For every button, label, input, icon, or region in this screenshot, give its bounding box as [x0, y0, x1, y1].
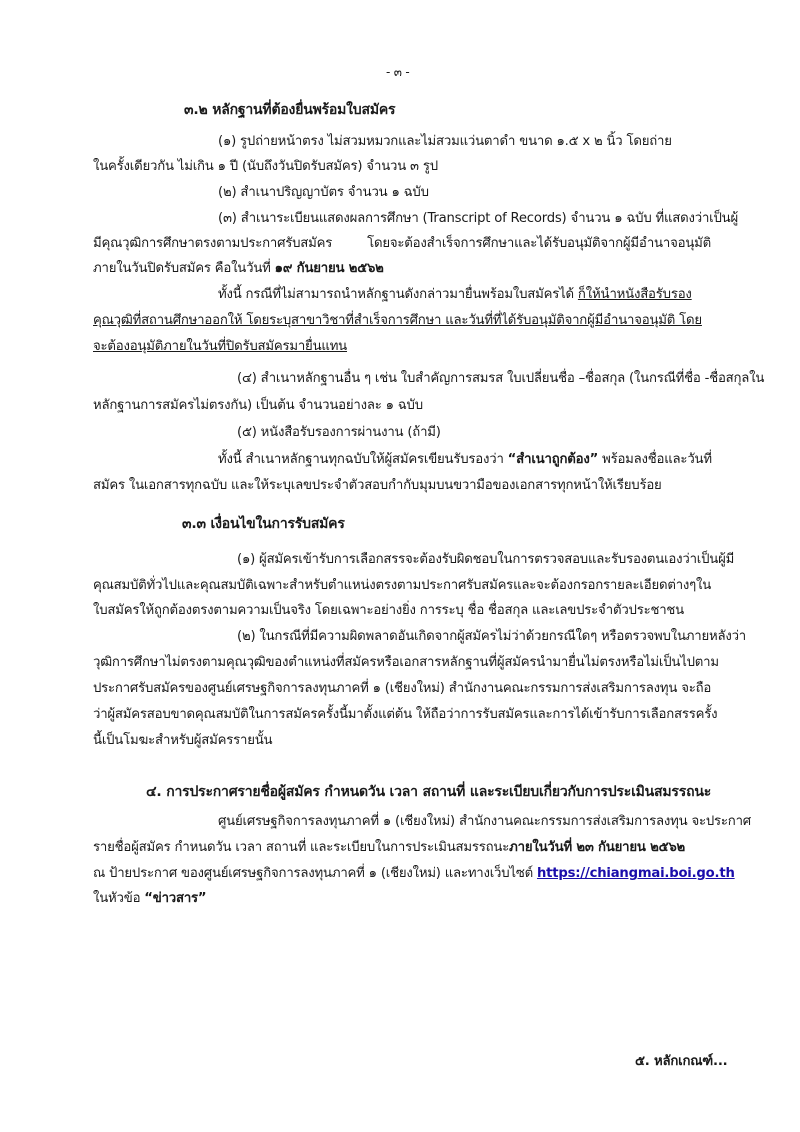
s33-item2-line2a: วุฒิการศึกษาไม่ตรงตามคุณวุฒิของตำแหน่งที่สมัคร [93, 655, 377, 670]
section-4-heading: ๔. การประกาศรายชื่อผู้สมัคร กำหนดวัน เวลา สถานที่ และระเบียบเกี่ยวกับการประเมินสมรรถนะ [146, 784, 712, 800]
s32-item3-line1: (๓) สำเนาระเบียนแสดงผลการศึกษา (Transcript of Records) จำนวน ๑ ฉบับ ที่แสดงว่าเป็นผู้ [218, 211, 738, 226]
s32-note-line1 [218, 285, 692, 305]
s4-line2 [93, 838, 685, 858]
s32-item4-line2: หลักฐานการสมัครไม่ตรงกัน) เป็นต้น จำนวนอย่างละ ๑ ฉบับ [93, 398, 423, 413]
s4-line4 [93, 889, 206, 909]
section-3-2-heading: ๓.๒ หลักฐานที่ต้องยื่นพร้อมใบสมัคร [184, 102, 396, 118]
s32-note-line2: คุณวุฒิที่สถานศึกษาออกให้ โดยระบุสาขาวิชาที่สำเร็จการศึกษา และวันที่ที่ได้รับอนุมัติจากผู้มีอำนาจอนุมัติ โดย [93, 313, 702, 328]
s32-item3-line2 [93, 234, 711, 254]
section-3-3-heading: ๓.๓ เงื่อนไขในการรับสมัคร [182, 516, 345, 532]
s32-cert-line1 [218, 450, 712, 470]
s32-item5: (๕) หนังสือรับรองการผ่านงาน (ถ้ามี) [237, 425, 441, 440]
s32-item3-line3 [93, 259, 384, 279]
s4-line3-prefix: ณ ป้ายประกาศ ของศูนย์เศรษฐกิจการลงทุนภาคที่ ๑ (เชียงใหม่) และทางเว็บไซต์ [93, 866, 537, 881]
s32-item4-line1: (๔) สำเนาหลักฐานอื่น ๆ เช่น ใบสำคัญการสมรส ใบเปลี่ยนชื่อ –ชื่อสกุล (ในกรณีที่ชื่อ -ชื่อสกุลใน [237, 371, 765, 386]
s32-cert-bold: “สำเนาถูกต้อง” [507, 452, 599, 467]
s32-cert-suffix: พร้อมลงชื่อและวันที่ [598, 452, 712, 467]
s32-deadline-label: ภายในวันปิดรับสมัคร คือในวันที่ [93, 261, 275, 276]
s4-line4-prefix: ในหัวข้อ [93, 891, 145, 906]
next-page-hint: ๕. หลักเกณฑ์... [635, 1054, 728, 1069]
s4-announcement-date: ภายในวันที่ ๒๓ กันยายน ๒๕๖๒ [509, 840, 686, 855]
s33-item1-line1: (๑) ผู้สมัครเข้ารับการเลือกสรรจะต้องรับผิดชอบในการตรวจสอบและรับรองตนเองว่าเป็นผู้มี [237, 552, 735, 567]
s33-item2-line3: ประกาศรับสมัครของศูนย์เศรษฐกิจการลงทุนภาคที่ ๑ (เชียงใหม่) สำนักงานคณะกรรมการส่งเสริมการลงทุน จะถือ [93, 681, 712, 696]
s32-cert-prefix: ทั้งนี้ สำเนาหลักฐานทุกฉบับให้ผู้สมัครเขียนรับรองว่า [218, 452, 508, 467]
s32-note-line3: จะต้องอนุมัติภายในวันที่ปิดรับสมัครมายื่นแทน [93, 339, 348, 354]
website-link[interactable]: https://chiangmai.boi.go.th [536, 866, 735, 881]
s32-item1-line2: ในครั้งเดียวกัน ไม่เกิน ๑ ปี (นับถึงวันปิดรับสมัคร) จำนวน ๓ รูป [93, 159, 438, 174]
s33-item1-line2a: คุณสมบัติทั่วไปและคุณสมบัติเฉพาะสำหรับตำแหน่งตรงตามประกาศรับสมัคร [93, 578, 514, 593]
s4-line1: ศูนย์เศรษฐกิจการลงทุนภาคที่ ๑ (เชียงใหม่) สำนักงานคณะกรรมการส่งเสริมการลงทุน จะประกาศ [218, 814, 751, 829]
s33-item1-line2c: ใน [696, 578, 712, 593]
s32-deadline-date: ๑๙ กันยายน ๒๕๖๒ [274, 261, 384, 276]
s33-item1-line2 [93, 576, 711, 596]
s32-cert-line2: สมัคร ในเอกสารทุกฉบับ และให้ระบุเลขประจำตัวสอบกำกับมุมบนขวามือของเอกสารทุกหน้าให้เรียบร้อย [93, 478, 662, 493]
s33-item1-line2b: และจะต้องกรอกรายละเอียดต่างๆ [513, 578, 697, 593]
s4-line2-prefix: รายชื่อผู้สมัคร กำหนดวัน เวลา สถานที่ และระเบียบในการประเมินสมรรถนะ [93, 840, 510, 855]
s4-news-topic: “ข่าวสาร” [144, 891, 207, 906]
s32-note-line1-underlined: ก็ให้นำหนังสือรับรอง [577, 287, 692, 302]
s33-item2-line2 [93, 653, 719, 673]
s33-item2-line4: ว่าผู้สมัครสอบขาดคุณสมบัติในการสมัครครั้งนี้มาตั้งแต่ต้น ให้ถือว่าการรับสมัครและการได้เข้ารับการเลือกสรรครั้ง [93, 707, 718, 722]
s32-note-line1-plain: ทั้งนี้ กรณีที่ไม่สามารถนำหลักฐานดังกล่าวมายื่นพร้อมใบสมัครได้ [218, 287, 578, 302]
s32-item1-line1: (๑) รูปถ่ายหน้าตรง ไม่สวมหมวกและไม่สวมแว่นตาดำ ขนาด ๑.๕ x ๒ นิ้ว โดยถ่าย [218, 134, 672, 149]
s33-item2-line2b: หรือเอกสารหลักฐาน [376, 655, 489, 670]
s33-item2-line2c: ที่ผู้สมัครนำมายื่นไม่ตรงหรือไม่เป็นไปตาม [488, 655, 719, 670]
s4-line3 [93, 864, 735, 884]
s33-item2-line5: นี้เป็นโมฆะสำหรับผู้สมัครรายนั้น [93, 733, 273, 748]
s32-item2: (๒) สำเนาปริญญาบัตร จำนวน ๑ ฉบับ [218, 185, 429, 200]
page-number: - ๓ - [386, 65, 410, 79]
s32-item3-line2a: มีคุณวุฒิการศึกษาตรงตามประกาศรับสมัคร [93, 236, 333, 251]
s33-item2-line1: (๒) ในกรณีที่มีความผิดพลาดอันเกิดจากผู้สมัครไม่ว่าด้วยกรณีใดๆ หรือตรวจพบในภายหลังว่า [237, 629, 747, 644]
s33-item1-line3: ใบสมัครให้ถูกต้องตรงตามความเป็นจริง โดยเฉพาะอย่างยิ่ง การระบุ ชื่อ ชื่อสกุล และเลขประจำตัวประชาชน [93, 603, 684, 618]
s32-item3-line2b: โดยจะต้องสำเร็จการศึกษาและได้รับอนุมัติจากผู้มีอำนาจอนุมัติ [367, 236, 711, 251]
